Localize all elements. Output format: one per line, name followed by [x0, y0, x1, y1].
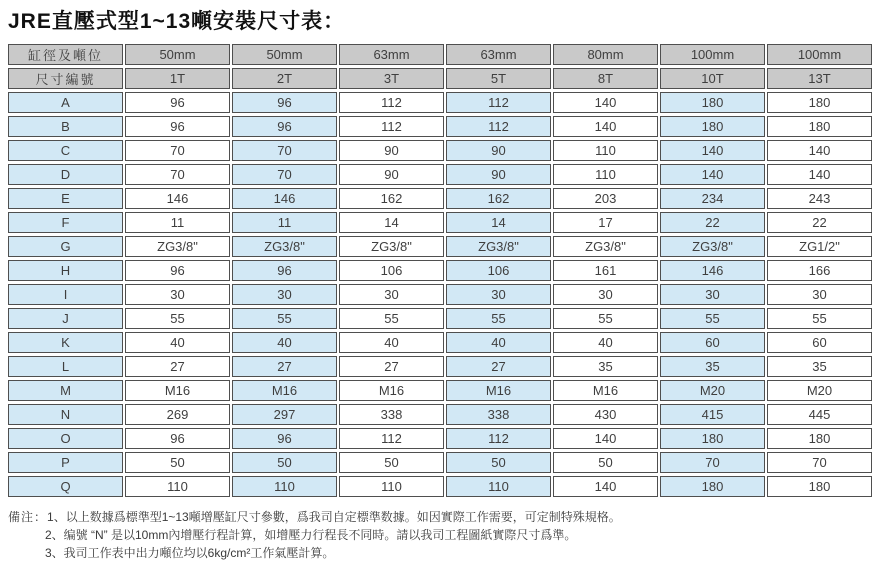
row-label: N [8, 404, 123, 425]
column-header: 100mm [660, 44, 765, 65]
dimension-cell: M16 [446, 380, 551, 401]
dimension-cell: 27 [446, 356, 551, 377]
dimension-cell: 140 [660, 140, 765, 161]
column-header: 63mm [339, 44, 444, 65]
dimension-cell: 166 [767, 260, 872, 281]
dimension-cell: 30 [232, 284, 337, 305]
dimension-cell: 30 [767, 284, 872, 305]
dimension-cell: 96 [125, 116, 230, 137]
dimension-cell: 180 [767, 428, 872, 449]
dimension-cell: ZG3/8" [660, 236, 765, 257]
dimension-cell: 70 [232, 140, 337, 161]
dimension-cell: 96 [125, 428, 230, 449]
dimension-cell: 17 [553, 212, 658, 233]
dimension-cell: 70 [125, 140, 230, 161]
column-header: 63mm [446, 44, 551, 65]
column-header: 10T [660, 68, 765, 89]
row-label: A [8, 92, 123, 113]
dimension-cell: 35 [767, 356, 872, 377]
page-title: JRE直壓式型1~13噸安裝尺寸表： [8, 10, 346, 33]
dimension-cell: 112 [446, 428, 551, 449]
dimension-cell: 415 [660, 404, 765, 425]
dimension-cell: 96 [232, 92, 337, 113]
note-line: 3、我司工作表中出力噸位均以6kg/cm²工作氣壓計算。 [45, 546, 335, 560]
dimension-cell: 162 [339, 188, 444, 209]
table-row [8, 236, 872, 257]
row-label: G [8, 236, 123, 257]
dimension-cell: 70 [660, 452, 765, 473]
dimension-cell: 22 [767, 212, 872, 233]
dimension-cell: 243 [767, 188, 872, 209]
table-row [8, 188, 872, 209]
table-row [8, 116, 872, 137]
dimension-cell: M20 [660, 380, 765, 401]
dimension-cell: 140 [767, 164, 872, 185]
row-label: L [8, 356, 123, 377]
dimension-cell: 70 [767, 452, 872, 473]
dimension-cell: 96 [232, 260, 337, 281]
dimension-cell: 90 [446, 140, 551, 161]
row-label: I [8, 284, 123, 305]
dimension-cell: 70 [125, 164, 230, 185]
table-row [8, 140, 872, 161]
note-line: 2、编號 “N” 是以10mm內增壓行程計算，如增壓力行程長不同時。請以我司工程圖紙實際尺寸爲準。 [45, 528, 577, 542]
dimension-cell: 146 [125, 188, 230, 209]
column-header: 3T [339, 68, 444, 89]
dimension-cell: 140 [553, 476, 658, 497]
table-body [8, 92, 872, 497]
dimension-cell: 180 [660, 92, 765, 113]
dimension-cell: 96 [125, 260, 230, 281]
dimension-cell: 35 [660, 356, 765, 377]
dimension-cell: 430 [553, 404, 658, 425]
dimension-cell: 112 [446, 116, 551, 137]
dimension-cell: 40 [446, 332, 551, 353]
column-header: 1T [125, 68, 230, 89]
dimension-cell: 55 [446, 308, 551, 329]
column-header: 80mm [553, 44, 658, 65]
dimension-cell: 11 [125, 212, 230, 233]
dimension-cell: 55 [125, 308, 230, 329]
dimension-cell: 40 [553, 332, 658, 353]
row-label: P [8, 452, 123, 473]
row-label: O [8, 428, 123, 449]
dimension-cell: 35 [553, 356, 658, 377]
dimension-cell: ZG1/2" [767, 236, 872, 257]
dimension-cell: 110 [553, 164, 658, 185]
column-header: 50mm [125, 44, 230, 65]
dimension-cell: 140 [553, 92, 658, 113]
dimension-cell: 70 [232, 164, 337, 185]
dimension-cell: M20 [767, 380, 872, 401]
dimension-cell: 30 [339, 284, 444, 305]
dimension-cell: 112 [446, 92, 551, 113]
column-header: 2T [232, 68, 337, 89]
table-row [8, 212, 872, 233]
dimension-cell: 40 [232, 332, 337, 353]
dimension-cell: ZG3/8" [339, 236, 444, 257]
dimension-cell: 180 [767, 476, 872, 497]
dimension-cell: 140 [767, 140, 872, 161]
dimension-cell: 338 [446, 404, 551, 425]
dimension-cell: 14 [339, 212, 444, 233]
dimension-cell: 110 [446, 476, 551, 497]
dimension-cell: 162 [446, 188, 551, 209]
row-label: M [8, 380, 123, 401]
table-row [8, 164, 872, 185]
column-header: 50mm [232, 44, 337, 65]
row-label: H [8, 260, 123, 281]
dimension-cell: 50 [232, 452, 337, 473]
dimension-cell: 140 [553, 116, 658, 137]
dimension-cell: 180 [660, 428, 765, 449]
dimension-cell: 60 [767, 332, 872, 353]
dimension-cell: 234 [660, 188, 765, 209]
dimension-table [6, 41, 874, 500]
dimension-cell: ZG3/8" [446, 236, 551, 257]
note-text: 1、以上数據爲標準型1~13噸增壓缸尺寸參數，爲我司自定標準数據。如因實際工作需要，可定制特殊規格。 [47, 510, 621, 524]
table-row [8, 476, 872, 497]
dimension-cell: 11 [232, 212, 337, 233]
dimension-cell: 297 [232, 404, 337, 425]
dimension-cell: 146 [660, 260, 765, 281]
dimension-cell: 96 [232, 116, 337, 137]
dimension-cell: 90 [339, 164, 444, 185]
dimension-cell: 96 [125, 92, 230, 113]
dimension-cell: 180 [660, 116, 765, 137]
table-row [8, 452, 872, 473]
dimension-cell: 110 [553, 140, 658, 161]
dimension-cell: 55 [660, 308, 765, 329]
dimension-cell: 106 [339, 260, 444, 281]
bore-header-label: 缸徑及噸位 [8, 44, 123, 65]
dimension-cell: 55 [339, 308, 444, 329]
dimension-cell: 112 [339, 92, 444, 113]
dimension-cell: ZG3/8" [125, 236, 230, 257]
dimension-cell: 50 [339, 452, 444, 473]
row-label: D [8, 164, 123, 185]
table-row [8, 404, 872, 425]
dimension-cell: 90 [446, 164, 551, 185]
dimension-cell: 110 [232, 476, 337, 497]
dimension-cell: 50 [446, 452, 551, 473]
dimension-cell: ZG3/8" [553, 236, 658, 257]
dimension-cell: 140 [660, 164, 765, 185]
dimension-cell: 338 [339, 404, 444, 425]
code-header-row [8, 68, 872, 89]
dimension-cell: 27 [232, 356, 337, 377]
dimension-cell: 60 [660, 332, 765, 353]
dimension-cell: M16 [125, 380, 230, 401]
dimension-cell: M16 [339, 380, 444, 401]
row-label: J [8, 308, 123, 329]
bore-header-row [8, 44, 872, 65]
dimension-cell: 14 [446, 212, 551, 233]
table-row [8, 356, 872, 377]
dimension-cell: 106 [446, 260, 551, 281]
dimension-cell: 30 [553, 284, 658, 305]
dimension-cell: M16 [232, 380, 337, 401]
row-label: F [8, 212, 123, 233]
dimension-cell: 30 [125, 284, 230, 305]
note-line [8, 508, 883, 526]
dimension-cell: 180 [660, 476, 765, 497]
column-header: 5T [446, 68, 551, 89]
dimension-cell: 90 [339, 140, 444, 161]
dimension-cell: 110 [125, 476, 230, 497]
dimension-cell: 112 [339, 428, 444, 449]
dimension-cell: 146 [232, 188, 337, 209]
dimension-cell: 30 [446, 284, 551, 305]
dimension-cell: 110 [339, 476, 444, 497]
dimension-cell: 27 [339, 356, 444, 377]
dimension-cell: 22 [660, 212, 765, 233]
dimension-cell: 96 [232, 428, 337, 449]
dimension-cell: 445 [767, 404, 872, 425]
dimension-cell: 30 [660, 284, 765, 305]
notes-prefix: 備注： [8, 510, 48, 524]
row-label: C [8, 140, 123, 161]
row-label: B [8, 116, 123, 137]
dimension-cell: 161 [553, 260, 658, 281]
table-row [8, 332, 872, 353]
table-row [8, 260, 872, 281]
dimension-cell: 27 [125, 356, 230, 377]
dimension-cell: 203 [553, 188, 658, 209]
dimension-cell: 50 [553, 452, 658, 473]
dimension-cell: 180 [767, 116, 872, 137]
table-row [8, 284, 872, 305]
dimension-cell: M16 [553, 380, 658, 401]
dimension-cell: 140 [553, 428, 658, 449]
dimension-cell: 40 [125, 332, 230, 353]
row-label: E [8, 188, 123, 209]
dimension-cell: 180 [767, 92, 872, 113]
dimension-cell: 40 [339, 332, 444, 353]
dimension-cell: 55 [553, 308, 658, 329]
dimension-cell: ZG3/8" [232, 236, 337, 257]
column-header: 13T [767, 68, 872, 89]
dimension-cell: 55 [767, 308, 872, 329]
dimension-cell: 55 [232, 308, 337, 329]
table-row [8, 92, 872, 113]
row-label: Q [8, 476, 123, 497]
dimension-cell: 269 [125, 404, 230, 425]
table-row [8, 308, 872, 329]
code-header-label: 尺寸編號 [8, 68, 123, 89]
column-header: 8T [553, 68, 658, 89]
notes [8, 508, 883, 562]
dimension-cell: 50 [125, 452, 230, 473]
table-row [8, 380, 872, 401]
row-label: K [8, 332, 123, 353]
dimension-cell: 112 [339, 116, 444, 137]
column-header: 100mm [767, 44, 872, 65]
table-row [8, 428, 872, 449]
